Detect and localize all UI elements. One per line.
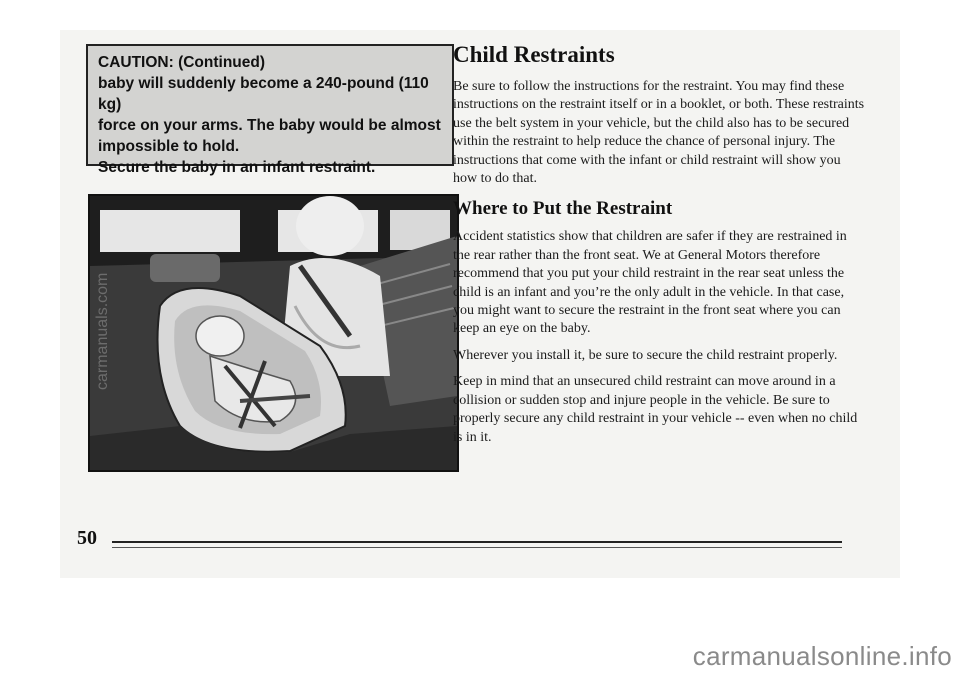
- section-title-child-restraints: Child Restraints: [453, 42, 615, 67]
- caution-box: [86, 44, 454, 176]
- section-title-where-to-put: Where to Put the Restraint: [453, 198, 673, 220]
- manual-page: [60, 30, 900, 578]
- where-paragraph-2: Wherever you install it, be sure to secure the child restraint properly.: [453, 347, 838, 363]
- caution-line: force on your arms. The baby would be almost: [98, 117, 441, 134]
- page-number: 50: [77, 527, 97, 549]
- footer-rule-thin: [112, 547, 842, 548]
- infant-seat-illustration: [88, 194, 459, 472]
- text-column: [453, 40, 865, 455]
- side-watermark: carmanuals.com: [94, 272, 111, 390]
- footer-rule: [112, 541, 842, 543]
- caution-line: Secure the baby in an infant restraint.: [98, 159, 376, 176]
- illustration-drawing: [90, 196, 457, 470]
- where-paragraph-1: Accident statistics show that children are safer if they are restrained in the rear rather than the front seat. We at General Motors therefore recommend that you put your child restraint in the rear seat unless the child is an infant and you’re the only adult in the vehicle. In that case, you might want to secure the restraint in the front seat where you can keep an eye on the baby.: [453, 229, 847, 337]
- caution-heading: CAUTION: (Continued): [98, 54, 266, 71]
- where-paragraph-3: Keep in mind that an unsecured child restraint can move around in a collision or sudden stop and injure people in the vehicle. Be sure to properly secure any child restraint in your vehicle -- even when no child is in it.: [453, 374, 858, 445]
- child-restraints-paragraph: Be sure to follow the instructions for the restraint. You may find these instructions on the restraint itself or in a booklet, or both. These restraints use the belt system in your vehicle, but the child also has to be secured within the restraint to help reduce the chance of personal injury. The instructions that come with the infant or child restraint will show you how to do that.: [453, 79, 865, 187]
- site-watermark: carmanualsonline.info: [692, 641, 952, 671]
- caution-line: baby will suddenly become a 240-pound (110 kg): [98, 75, 429, 113]
- caution-line: impossible to hold.: [98, 138, 240, 155]
